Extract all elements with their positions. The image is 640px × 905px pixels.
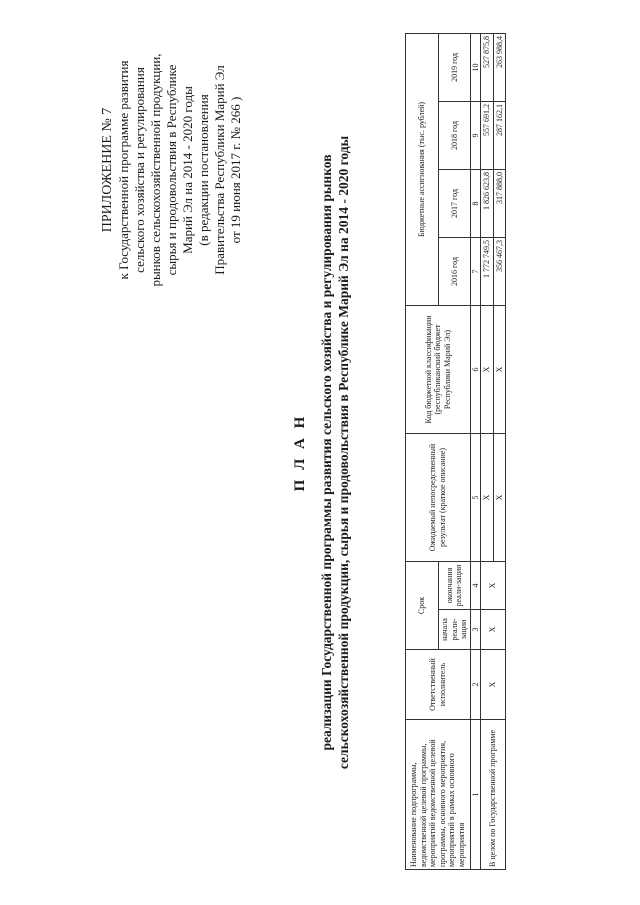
row-value-2016: 1 772 749,5 (481, 237, 494, 305)
row-budget-code: X (493, 305, 506, 433)
header-year-2017: 2017 год (439, 169, 471, 237)
plan-title: П Л А Н (292, 413, 308, 492)
column-number: 5 (470, 433, 481, 561)
plan-subtitle (318, 60, 352, 845)
table-row (481, 33, 494, 869)
header-term-start: начала реали-зации (439, 610, 471, 650)
appendix-line: (в редакции постановления (196, 94, 211, 246)
column-number-row (470, 33, 481, 869)
plan-subtitle-line-2: сельскохозяйственной продукции, сырья и продовольствия в Республике Марий Эл на 2014 - 2020 годы (336, 135, 351, 770)
header-budget-code: Код бюджетной классификации (республиканский бюджет Республики Марий Эл) (406, 305, 471, 433)
appendix-line: от 19 июня 2017 г. № 266 ) (228, 96, 243, 244)
header-term-end: окончания реали-зации (439, 561, 471, 609)
header-name: Наименование подпрограммы, ведомственной целевой программы, мероприятий ведомственной целевой программы, основного мероприятия, мероприятий в рамках основного мероприятия (406, 720, 471, 870)
column-number: 6 (470, 305, 481, 433)
header-executor: Ответственный исполнитель (406, 650, 471, 720)
header-year-2019: 2019 год (439, 33, 471, 101)
header-term: Срок (406, 561, 439, 649)
header-budget: Бюджетные ассигнования (тыс. рублей) (406, 33, 439, 305)
appendix-line: сырья и продовольствия в Республике (164, 64, 179, 276)
row-value-2019: 527 875,8 (481, 33, 494, 101)
row-value-2018: 287 162,1 (493, 101, 506, 169)
appendix-block (100, 35, 244, 305)
appendix-line: рынков сельскохозяйственной продукции, (148, 53, 163, 287)
row-value-2018: 557 691,2 (481, 101, 494, 169)
row-value-2016: 356 467,3 (493, 237, 506, 305)
appendix-line: к Государственной программе развития (116, 60, 131, 280)
column-number: 3 (470, 610, 481, 650)
row-result: X (481, 433, 494, 561)
row-budget-code: X (481, 305, 494, 433)
column-number: 7 (470, 237, 481, 305)
row-value-2017: 1 826 623,8 (481, 169, 494, 237)
plan-subtitle-line-1: реализации Государственной программы развития сельского хозяйства и регулирования рынков (319, 154, 334, 751)
row-value-2019: 263 988,4 (493, 33, 506, 101)
column-number: 8 (470, 169, 481, 237)
row-executor: X (481, 650, 506, 720)
header-year-2016: 2016 год (439, 237, 471, 305)
row-value-2017: 317 888,0 (493, 169, 506, 237)
appendix-line: Правительства Республики Марий Эл (212, 65, 227, 275)
appendix-line: Марий Эл на 2014 - 2020 годы (180, 86, 195, 254)
column-number: 10 (470, 33, 481, 101)
row-name: В целом по Государственной программе (481, 720, 506, 870)
row-result: X (493, 433, 506, 561)
column-number: 2 (470, 650, 481, 720)
appendix-line: сельского хозяйства и регулирования (132, 67, 147, 273)
column-number: 4 (470, 561, 481, 609)
column-number: 9 (470, 101, 481, 169)
row-term-start: X (481, 610, 506, 650)
column-number: 1 (470, 720, 481, 870)
row-term-end: X (481, 561, 506, 609)
plan-table (405, 33, 506, 870)
appendix-title: ПРИЛОЖЕНИЕ № 7 (100, 107, 115, 233)
header-result: Ожидаемый непосредственный результат (краткое описание) (406, 433, 471, 561)
header-year-2018: 2018 год (439, 101, 471, 169)
